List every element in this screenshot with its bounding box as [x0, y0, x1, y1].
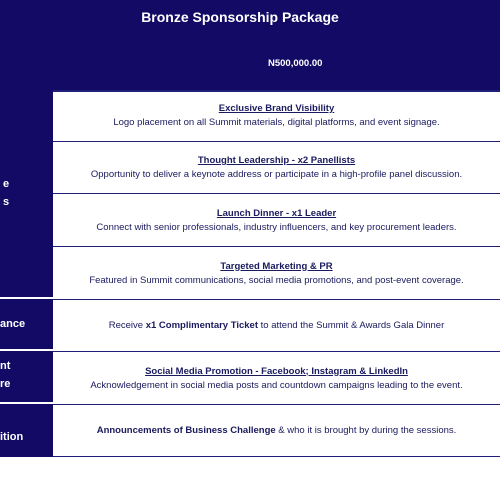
benefits-panel — [53, 90, 500, 457]
benefit-heading: Thought Leadership - x2 Panellists — [197, 155, 356, 166]
left-separator — [0, 297, 53, 299]
benefit-row — [53, 352, 500, 405]
left-category-column — [0, 90, 53, 457]
benefit-heading: Launch Dinner - x1 Leader — [216, 207, 337, 219]
category-label-1: e — [3, 178, 10, 190]
category-label-6: ition — [0, 431, 24, 443]
benefit-text: Opportunity to deliver a keynote address or participate in a high-profile panel discussion. — [90, 169, 463, 180]
benefit-row — [53, 300, 500, 352]
category-label-5: re — [0, 378, 11, 390]
benefit-text: Logo placement on all Summit materials, digital platforms, and event signage. — [113, 117, 440, 128]
category-label-2: s — [3, 196, 10, 208]
benefit-text-post: & who it is brought by during the sessions. — [275, 425, 457, 436]
benefit-text-post: to attend the Summit & Awards Gala Dinner — [258, 320, 445, 331]
package-header — [0, 0, 500, 90]
benefit-heading: Exclusive Brand Visibility — [218, 103, 335, 114]
benefit-heading: Social Media Promotion - Facebook; Instagram & LinkedIn — [145, 365, 408, 377]
benefit-text-bold: x1 Complimentary Ticket — [145, 320, 259, 331]
benefit-text: Featured in Summit communications, social media promotions, and post-event coverage. — [89, 274, 464, 286]
benefit-row — [53, 90, 500, 142]
left-separator — [0, 349, 53, 351]
left-separator — [0, 402, 53, 404]
benefit-row — [53, 142, 500, 194]
panel-top-border — [53, 90, 500, 92]
benefit-text — [109, 320, 445, 331]
benefit-heading: Targeted Marketing & PR — [220, 260, 333, 272]
category-label-3: ance — [0, 318, 26, 330]
benefit-row — [53, 405, 500, 457]
benefit-text: Connect with senior professionals, industry influencers, and key procurement leaders. — [96, 221, 457, 233]
benefit-text-pre: Receive — [108, 320, 146, 331]
benefit-row — [53, 247, 500, 300]
benefit-text-bold: Announcements of Business Challenge — [96, 425, 276, 436]
category-label-4: nt — [0, 360, 11, 372]
benefit-row — [53, 194, 500, 247]
benefit-text: Acknowledgement in social media posts and countdown campaigns leading to the event. — [90, 379, 463, 391]
benefit-text — [97, 425, 457, 436]
package-price: N500,000.00 — [268, 58, 323, 69]
package-title: Bronze Sponsorship Package — [141, 9, 339, 25]
